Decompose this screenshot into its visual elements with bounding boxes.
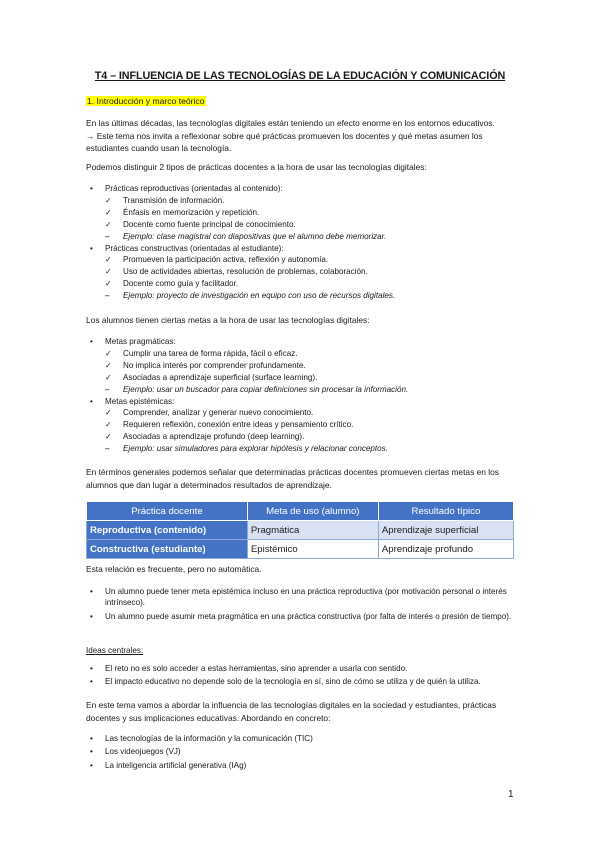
dash-icon: – — [105, 384, 110, 394]
table-cell: Pragmática — [247, 521, 378, 540]
example-item: – Ejemplo: clase magistral con diapositivas que el alumno debe memorizar. — [105, 231, 387, 241]
dash-icon: – — [105, 231, 110, 241]
table-header-cell: Meta de uso (alumno) — [247, 502, 378, 521]
check-icon: ✓ — [105, 408, 112, 418]
list-item: ✓ Énfasis en memorización y repetición. — [105, 207, 260, 217]
table-cell: Aprendizaje profundo — [378, 540, 513, 559]
list-item: ✓ Docente como guía y facilitador. — [105, 279, 239, 289]
check-icon: ✓ — [105, 360, 112, 370]
example-item: – Ejemplo: usar un buscador para copiar definiciones sin procesar la información. — [105, 384, 409, 394]
check-icon: ✓ — [105, 219, 112, 229]
dash-icon: – — [105, 444, 110, 454]
example-item: – Ejemplo: usar simuladores para explorar hipótesis y relacionar conceptos. — [105, 444, 388, 454]
practices-list — [86, 183, 526, 302]
table-header-cell: Práctica docente — [87, 502, 248, 521]
general-terms-paragraph: En términos generales podemos señalar que determinadas prácticas docentes promueven ciertas metas en los alumnos que dan lugar a determinados resultados de aprendizaje. — [86, 467, 499, 490]
example-item: – Ejemplo: proyecto de investigación en equipo con uso de recursos digitales. — [105, 291, 396, 301]
practice-goal-result-table — [86, 501, 514, 559]
relation-list — [86, 586, 518, 624]
table-row-header: Constructiva (estudiante) — [87, 540, 248, 559]
central-ideas-list — [86, 663, 518, 690]
intro-line-2: → Este tema nos invita a reflexionar sobre qué prácticas promueven los docentes y qué metas asumen los estudiantes cuando usan la tecnología. — [86, 130, 483, 153]
section-heading: 1. Introducción y marco teórico — [87, 96, 205, 106]
check-icon: ✓ — [105, 195, 112, 205]
table-header-cell: Resultado típico — [378, 502, 513, 521]
list-item: ✓ Docente como fuente principal de conocimiento. — [105, 219, 296, 229]
practice-constructive-label: • Prácticas constructivas (orientadas al estudiante): — [86, 243, 526, 255]
goals-lead: Los alumnos tienen ciertas metas a la hora de usar las tecnologías digitales: — [86, 315, 370, 325]
table-row — [87, 521, 514, 540]
closing-paragraph: En este tema vamos a abordar la influencia de las tecnologías digitales en la sociedad y estudiantes, prácticas docentes y sus implicaciones educativas. Abordando en concreto: — [86, 700, 497, 723]
table-row — [87, 540, 514, 559]
check-icon: ✓ — [105, 267, 112, 277]
table-header-row — [87, 502, 514, 521]
list-item: • La inteligencia artificial generativa (IAg) — [86, 760, 518, 771]
list-item: ✓ Uso de actividades abiertas, resolución de problemas, colaboración. — [105, 267, 368, 277]
dash-icon: – — [105, 291, 110, 301]
check-icon: ✓ — [105, 279, 112, 289]
list-item: ✓ Asociadas a aprendizaje profundo (deep learning). — [105, 432, 305, 442]
list-item: • El impacto educativo no depende solo de la tecnología en sí, sino de cómo se utiliza y de quién la utiliza. — [86, 676, 518, 687]
topics-list — [86, 733, 518, 773]
goals-list — [86, 336, 526, 455]
list-item: • Un alumno puede asumir meta pragmática en una práctica constructiva (por falta de interés o presión de tiempo). — [86, 611, 518, 622]
check-icon: ✓ — [105, 420, 112, 430]
check-icon: ✓ — [105, 255, 112, 265]
table-cell: Aprendizaje superficial — [378, 521, 513, 540]
document-title: T4 – INFLUENCIA DE LAS TECNOLOGÍAS DE LA EDUCACIÓN Y COMUNICACIÓN — [94, 70, 506, 82]
table-row-header: Reproductiva (contenido) — [87, 521, 248, 540]
practices-lead: Podemos distinguir 2 tipos de prácticas docentes a la hora de usar las tecnologías digitales: — [86, 162, 427, 172]
check-icon: ✓ — [105, 348, 112, 358]
practice-reproductive-label: • Prácticas reproductivas (orientadas al contenido): — [86, 183, 526, 195]
list-item: ✓ No implica interés por comprender profundamente. — [105, 360, 306, 370]
list-item: ✓ Cumplir una tarea de forma rápida, fácil o eficaz. — [105, 348, 298, 358]
list-item: ✓ Transmisión de información. — [105, 195, 225, 205]
list-item: • Las tecnologías de la información y la comunicación (TIC) — [86, 733, 518, 744]
list-item: ✓ Requieren reflexión, conexión entre ideas y pensamiento crítico. — [105, 420, 354, 430]
intro-paragraph — [86, 117, 518, 155]
central-ideas-heading: Ideas centrales: — [86, 646, 144, 655]
list-item: • Un alumno puede tener meta epistémica incluso en una práctica reproductiva (por motivación personal o interés intrínseco). — [86, 586, 518, 609]
list-item: ✓ Comprender, analizar y generar nuevo conocimiento. — [105, 408, 314, 418]
goal-epistemic-label: • Metas epistémicas: — [86, 396, 526, 408]
goal-pragmatic-label: • Metas pragmáticas: — [86, 336, 526, 348]
relation-note: Esta relación es frecuente, pero no automática. — [86, 564, 262, 574]
table-cell: Epistémico — [247, 540, 378, 559]
check-icon: ✓ — [105, 432, 112, 442]
intro-line-1: En las últimas décadas, las tecnologías digitales están teniendo un efecto enorme en los entornos educativos. — [86, 118, 495, 128]
list-item: • Los videojuegos (VJ) — [86, 746, 518, 757]
list-item: ✓ Asociadas a aprendizaje superficial (surface learning). — [105, 372, 318, 382]
check-icon: ✓ — [105, 372, 112, 382]
check-icon: ✓ — [105, 207, 112, 217]
list-item: • El reto no es solo acceder a estas herramientas, sino aprender a usarla con sentido. — [86, 663, 518, 674]
list-item: ✓ Promueven la participación activa, reflexión y autonomía. — [105, 255, 329, 265]
page-number: 1 — [508, 789, 514, 800]
